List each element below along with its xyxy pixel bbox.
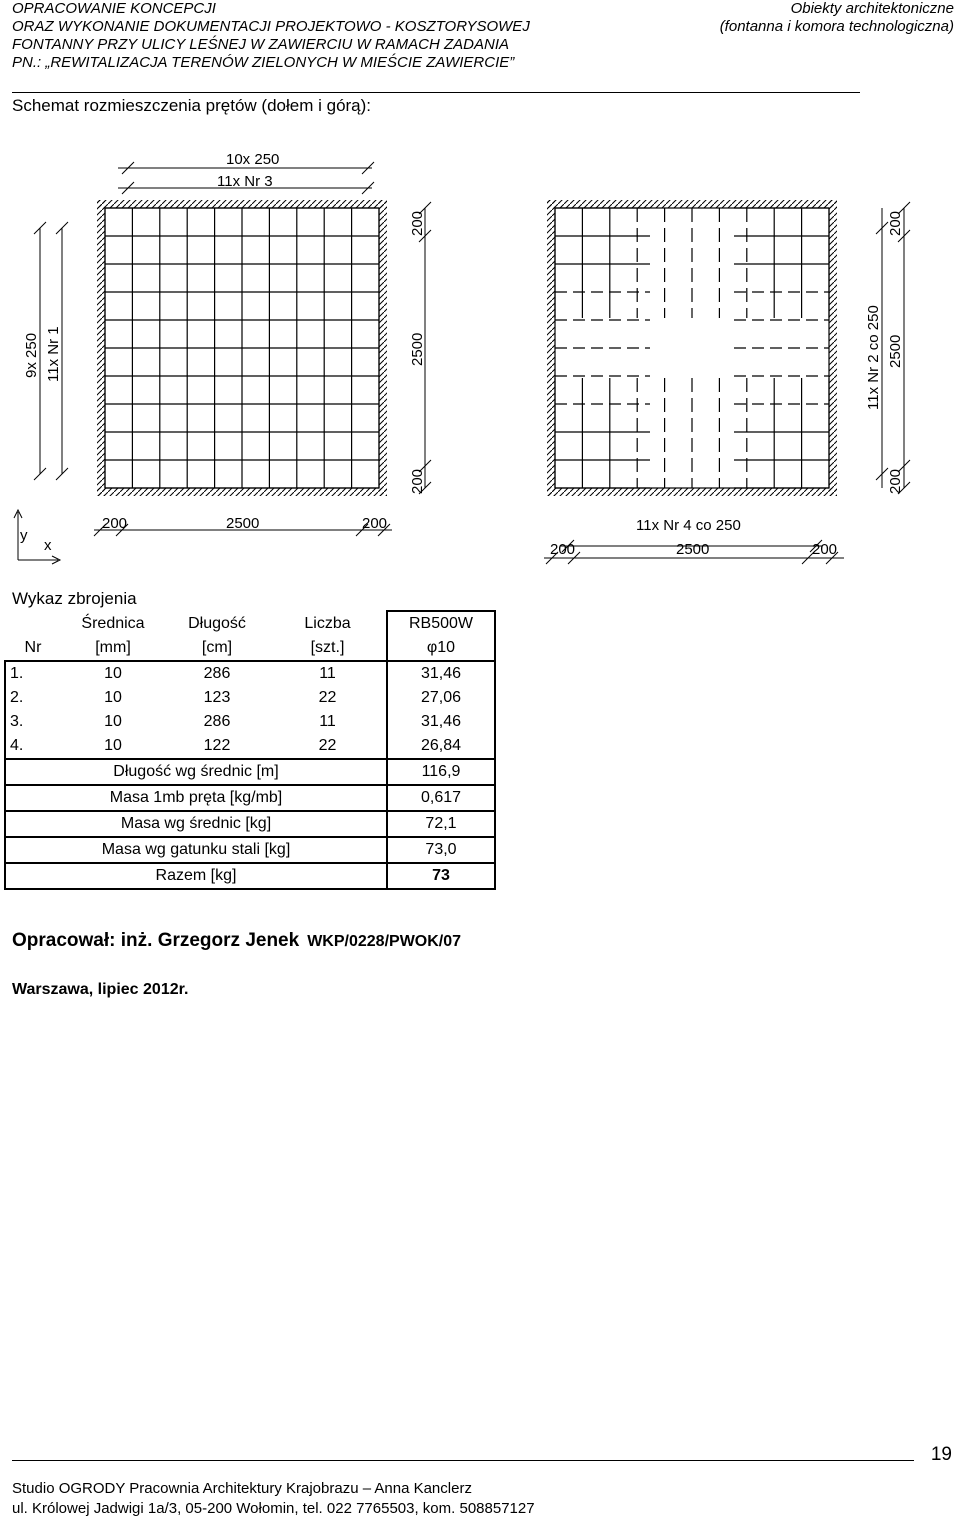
reinforcement-drawing: [0, 140, 960, 580]
cell-liczba: 11: [319, 713, 336, 730]
cell-dlugosc: 286: [203, 713, 231, 730]
cell-dlugosc: 286: [203, 665, 231, 682]
cell-value: 31,46: [387, 661, 495, 686]
license-number: WKP/0228/PWOK/07: [307, 933, 462, 950]
dim-bottom-mid: 2500: [226, 515, 260, 532]
summary-row: [5, 837, 495, 863]
left-rebar-grid: [105, 208, 379, 488]
right-slab-hatch-left: [547, 200, 555, 496]
signature-line: [12, 930, 461, 952]
place-date: Warszawa, lipiec 2012r.: [12, 981, 189, 998]
dim-left-spacing: 9x 250: [23, 332, 40, 378]
left-slab-hatch-right: [379, 200, 387, 496]
summary-total-value: 73: [387, 863, 495, 889]
table-title: Wykaz zbrojenia: [12, 589, 137, 608]
header-divider: [12, 92, 860, 93]
right-slab-hatch-top: [547, 200, 837, 208]
cell-liczba: 22: [318, 689, 337, 706]
table-row: [5, 710, 495, 734]
summary-label: Długość wg średnic [m]: [113, 763, 279, 780]
right-slab-hatch-bottom: [547, 488, 837, 496]
cell-liczba: 11: [319, 665, 336, 682]
cell-liczba: 22: [318, 737, 337, 754]
cell-dlugosc: 122: [203, 737, 231, 754]
summary-label: Masa 1mb pręta [kg/mb]: [109, 789, 283, 806]
header-line-2: ORAZ WYKONANIE DOKUMENTACJI PROJEKTOWO - KOSZTORYSOWEJ: [12, 18, 530, 35]
schematic-title: Schemat rozmieszczenia prętów (dołem i górą):: [12, 96, 372, 115]
axis-x-label: x: [44, 537, 52, 554]
header-right-line-1: Obiekty architektoniczne: [790, 0, 954, 17]
header-diameter: φ10: [387, 636, 495, 661]
header-srednica-unit: [mm]: [95, 639, 131, 656]
cell-nr: 3.: [10, 713, 24, 730]
table-row: [5, 686, 495, 710]
header-liczba-unit: [szt.]: [310, 639, 345, 656]
dim-top-bars: 11x Nr 3: [217, 173, 273, 190]
table-row: [5, 661, 495, 686]
summary-value: 72,1: [387, 811, 495, 837]
cell-value: 27,06: [387, 686, 495, 710]
cell-nr: 4.: [10, 737, 24, 754]
header-srednica: Średnica: [81, 614, 145, 632]
dim-right-bot: 200: [409, 468, 426, 494]
right-slab: [547, 200, 837, 496]
left-slab-hatch-bottom: [97, 488, 387, 496]
dim-bottom-right: 200: [362, 515, 388, 532]
summary-row: [5, 811, 495, 837]
summary-row-total: [5, 863, 495, 889]
dim-r-right-mid: 2500: [887, 334, 904, 368]
header-line-4: PN.: „REWITALIZACJA TERENÓW ZIELONYCH W MIEŚCIE ZAWIERCIE”: [12, 54, 515, 71]
left-slab-hatch-left: [97, 200, 105, 496]
header-dlugosc: Długość: [188, 614, 246, 632]
reinforcement-table: [4, 610, 496, 890]
table-header-row-2: [5, 636, 495, 661]
right-slab-hatch-right: [829, 200, 837, 496]
cell-srednica: 10: [104, 737, 122, 754]
header-nr: Nr: [24, 639, 42, 656]
header-nr-top: [5, 611, 61, 636]
header-steel: RB500W: [387, 611, 495, 636]
right-dimension-ticks: [546, 202, 910, 564]
dim-bottom-left: 200: [102, 515, 128, 532]
summary-label: Razem [kg]: [155, 867, 237, 884]
dim-r-bottom-left: 200: [550, 541, 576, 558]
dim-r-right-top: 200: [887, 210, 904, 236]
footer-divider: [12, 1460, 914, 1461]
summary-row: [5, 785, 495, 811]
cell-value: 26,84: [387, 734, 495, 759]
header-right-line-2: (fontanna i komora technologiczna): [719, 18, 954, 35]
dim-top-spacing: 10x 250: [226, 151, 280, 168]
dim-r-bottom-mid: 2500: [676, 541, 710, 558]
right-rebar-layout: [555, 208, 829, 488]
cell-srednica: 10: [104, 665, 122, 682]
table-row: [5, 734, 495, 759]
left-slab: [97, 200, 387, 496]
summary-value: 116,9: [387, 759, 495, 785]
dim-right-mid: 2500: [409, 332, 426, 366]
author: Opracował: inż. Grzegorz Jenek: [12, 930, 300, 951]
cell-srednica: 10: [104, 713, 122, 730]
summary-label: Masa wg gatunku stali [kg]: [101, 841, 291, 858]
cell-value: 31,46: [387, 710, 495, 734]
dim-right-top: 200: [409, 210, 426, 236]
summary-row: [5, 759, 495, 785]
table-header-row-1: [5, 611, 495, 636]
cell-nr: 2.: [10, 689, 24, 706]
header-line-1: OPRACOWANIE KONCEPCJI: [12, 0, 216, 17]
footer-line-2: ul. Królowej Jadwigi 1a/3, 05-200 Wołomin, tel. 022 7765503, kom. 508857127: [12, 1500, 535, 1517]
summary-value: 0,617: [387, 785, 495, 811]
dim-r-bottom-right: 200: [812, 541, 838, 558]
dim-r-right-bars: 11x Nr 2 co 250: [865, 305, 882, 410]
left-slab-hatch-top: [97, 200, 387, 208]
cell-dlugosc: 123: [203, 689, 231, 706]
summary-value: 73,0: [387, 837, 495, 863]
cell-nr: 1.: [10, 665, 24, 682]
dim-r-bottom-bars: 11x Nr 4 co 250: [636, 517, 741, 534]
dim-left-bars: 11x Nr 1: [45, 326, 62, 382]
page-number: 19: [930, 1444, 952, 1465]
summary-label: Masa wg średnic [kg]: [120, 815, 272, 832]
cell-srednica: 10: [104, 689, 122, 706]
header-liczba: Liczba: [304, 614, 351, 632]
left-dimension-ticks: [34, 162, 431, 536]
header-line-3: FONTANNY PRZY ULICY LEŚNEJ W ZAWIERCIU W RAMACH ZADANIA: [12, 36, 510, 53]
footer-line-1: Studio OGRODY Pracownia Architektury Krajobrazu – Anna Kanclerz: [12, 1480, 472, 1497]
header-dlugosc-unit: [cm]: [201, 639, 233, 656]
axis-y-label: y: [20, 527, 28, 544]
document-header-left: [12, 0, 530, 72]
dim-r-right-bot: 200: [887, 468, 904, 494]
document-header-right: [720, 0, 954, 36]
right-dimension-lines: [544, 208, 904, 558]
